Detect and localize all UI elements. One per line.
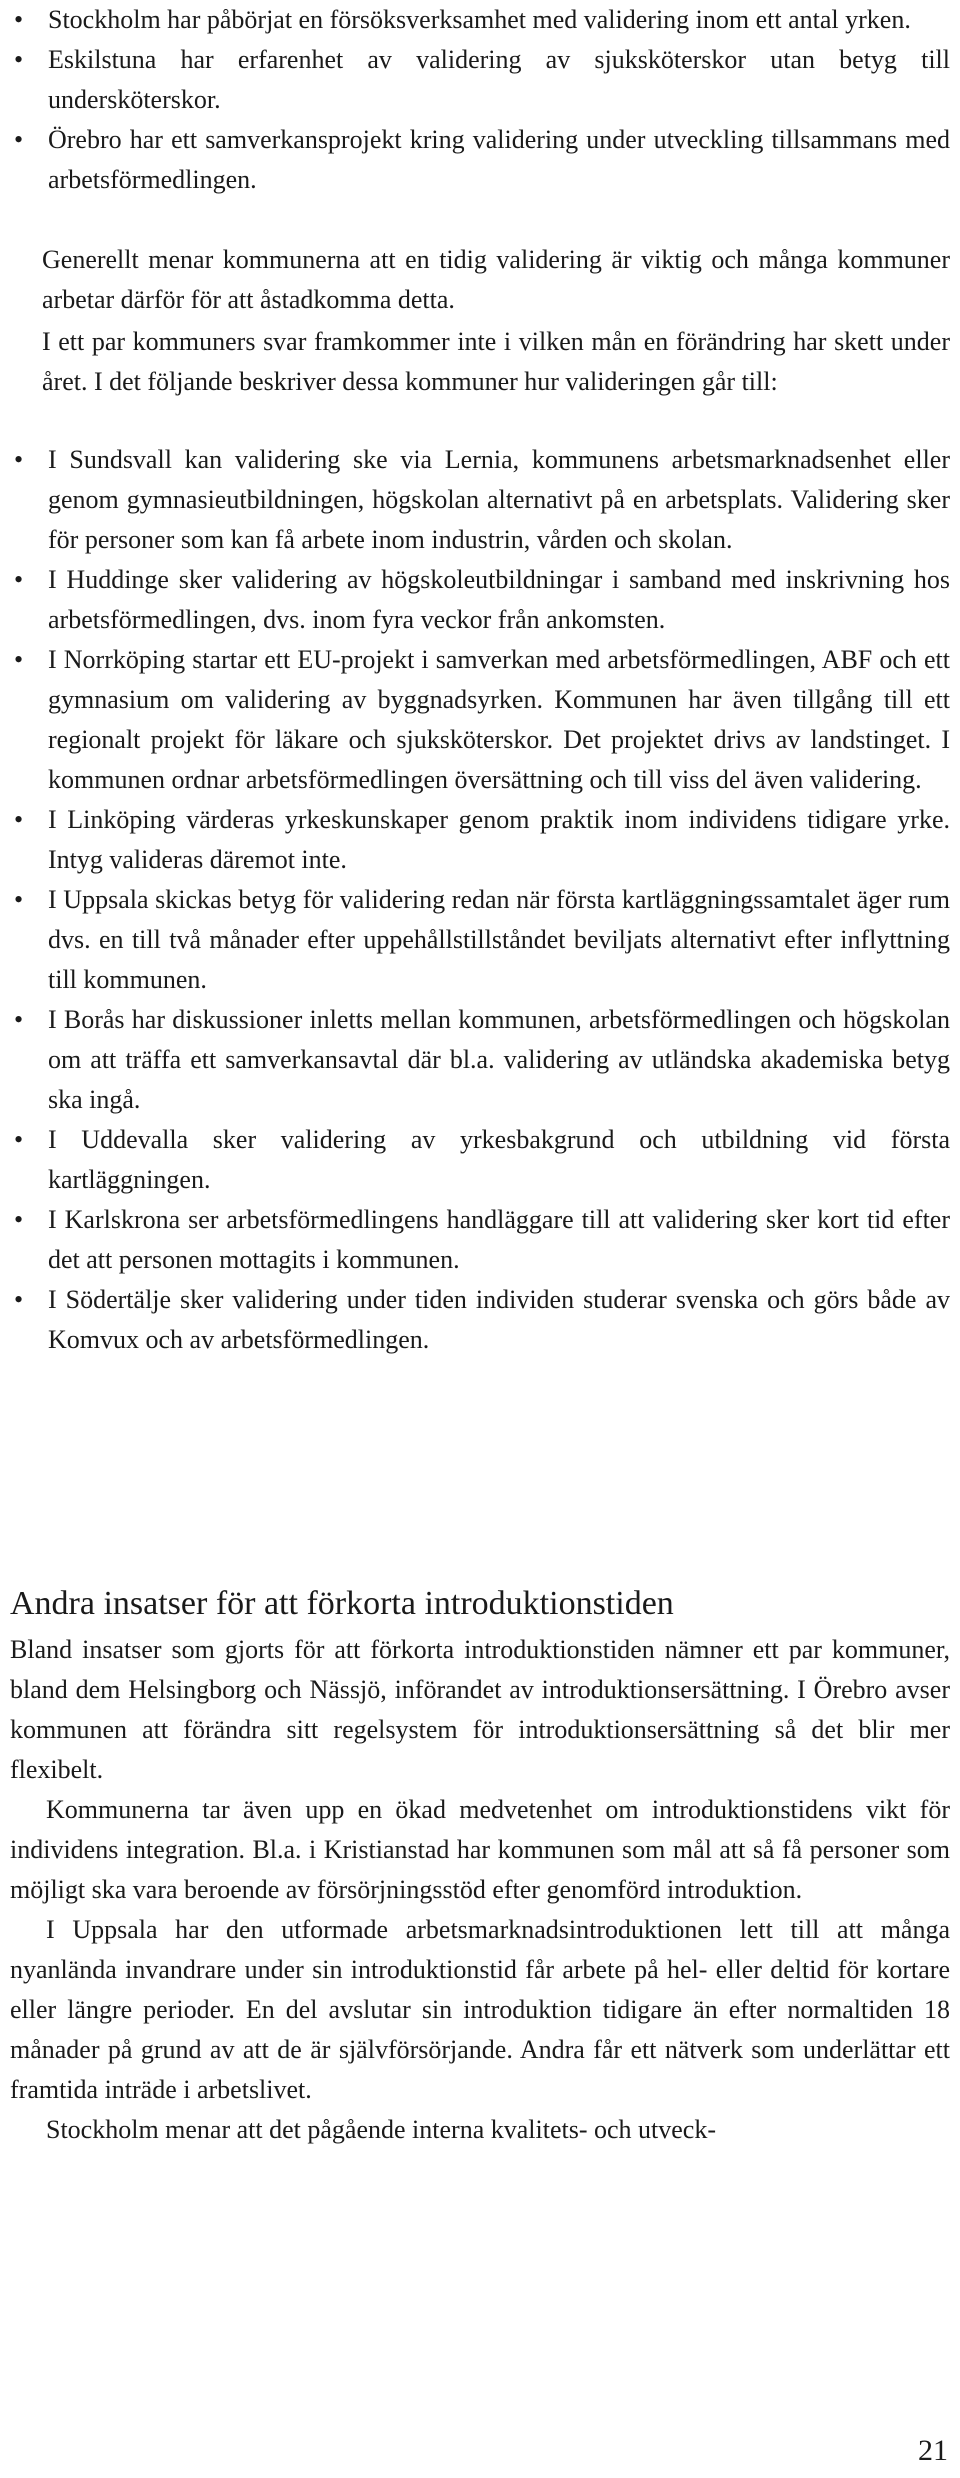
section-paragraph: Kommunerna tar även upp en ökad medvetenhet om introduktionstidens vikt för individens integration. Bl.a. i Kristianstad har kommunen som mål att så få personer som möjligt ska vara beroende av försörjningsstöd efter genomförd introduktion. bbox=[10, 1795, 950, 1904]
paragraph-some-municipalities: I ett par kommuners svar framkommer inte i vilken mån en förändring har skett under året. I det följande beskriver dessa kommuner hur valideringen går till: bbox=[42, 327, 950, 396]
list-item: • I Huddinge sker validering av högskoleutbildningar i samband med inskrivning hos arbetsförmedlingen, dvs. inom fyra veckor från ankomsten. bbox=[10, 560, 950, 640]
list-item: • I Norrköping startar ett EU-projekt i samverkan med arbetsförmedlingen, ABF och ett gymnasium om validering av byggnadsyrken. Kommunen har även tillgång till ett regionalt projekt för läkare och sjuksköterskor. Det projektet drivs av landstinget. I kommunen ordnar arbetsförmedlingen översättning och till viss del även validering. bbox=[10, 640, 950, 800]
list-item: • Stockholm har påbörjat en försöksverksamhet med validering inom ett antal yrken. bbox=[10, 0, 950, 40]
section-paragraph: I Uppsala har den utformade arbetsmarknadsintroduktionen lett till att många nyanlända invandrare under sin introduktionstid får arbete på hel- eller deltid för kortare eller längre perioder. En del avslutar sin introduktion tidigare än efter normaltiden 18 månader på grund av att de är självförsörjande. Andra får ett nätverk som underlättar ett framtida inträde i arbetslivet. bbox=[10, 1915, 950, 2104]
list-item: • Eskilstuna har erfarenhet av validering av sjuksköterskor utan betyg till undersköterskor. bbox=[10, 40, 950, 120]
list-item: • Örebro har ett samverkansprojekt kring validering under utveckling tillsammans med arbetsförmedlingen. bbox=[10, 120, 950, 200]
bullet-list-municipalities bbox=[10, 440, 950, 1360]
list-item: • I Linköping värderas yrkeskunskaper genom praktik inom individens tidigare yrke. Intyg valideras däremot inte. bbox=[10, 800, 950, 880]
section-paragraph: Bland insatser som gjorts för att förkorta introduktionstiden nämner ett par kommuner, bland dem Helsingborg och Nässjö, införandet av introduktionsersättning. I Örebro avser kommunen att förändra sitt regelsystem för introduktionsersättning så det blir mer flexibelt. bbox=[10, 1635, 950, 1784]
paragraph-generally: Generellt menar kommunerna att en tidig validering är viktig och många kommuner arbetar därför för att åstadkomma detta. bbox=[42, 245, 950, 314]
bullet-list-top bbox=[10, 0, 950, 200]
list-item: • I Sundsvall kan validering ske via Lernia, kommunens arbetsmarknadsenhet eller genom gymnasieutbildningen, högskolan alternativt på en arbetsplats. Validering sker för personer som kan få arbete inom industrin, vården och skolan. bbox=[10, 440, 950, 560]
list-item: • I Uppsala skickas betyg för validering redan när första kartläggningssamtalet äger rum dvs. en till två månader efter uppehållstillståndet beviljats alternativt efter inflyttning till kommunen. bbox=[10, 880, 950, 1000]
section-paragraph: Stockholm menar att det pågående interna kvalitets- och utveck- bbox=[46, 2115, 716, 2144]
list-item: • I Södertälje sker validering under tiden individen studerar svenska och görs både av Komvux och av arbetsförmedlingen. bbox=[10, 1280, 950, 1360]
section-body bbox=[10, 1630, 950, 2150]
list-item: • I Uddevalla sker validering av yrkesbakgrund och utbildning vid första kartläggningen. bbox=[10, 1120, 950, 1200]
section-heading: Andra insatser för att förkorta introduktionstiden bbox=[10, 1585, 674, 1622]
page-number: 21 bbox=[918, 2434, 948, 2467]
list-item: • I Karlskrona ser arbetsförmedlingens handläggare till att validering sker kort tid efter det att personen mottagits i kommunen. bbox=[10, 1200, 950, 1280]
list-item: • I Borås har diskussioner inletts mellan kommunen, arbetsförmedlingen och högskolan om att träffa ett samverkansavtal där bl.a. validering av utländska akademiska betyg ska ingå. bbox=[10, 1000, 950, 1120]
